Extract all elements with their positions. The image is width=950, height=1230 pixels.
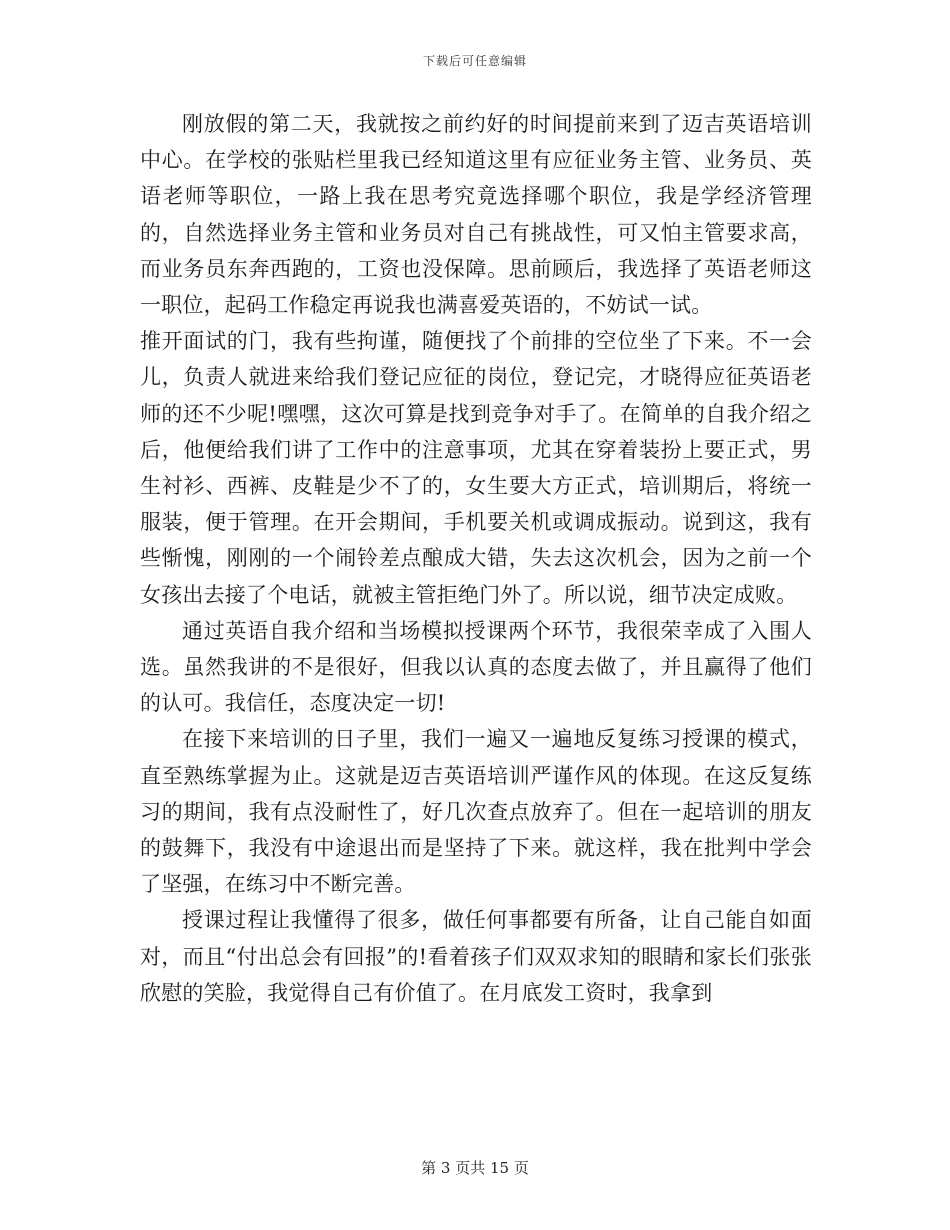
page-header-note: 下载后可任意编辑 — [422, 54, 527, 68]
paragraph-4: 在接下来培训的日子里，我们一遍又一遍地反复练习授课的模式，直至熟练掌握为止。这就是迈吉英语培训严谨作风的体现。在这反复练习的期间，我有点没耐性了，好几次查点放弃了。但在一起培训的朋友的鼓舞下，我没有中途退出而是坚持了下来。就这样，我在批判中学会了坚强，在练习中不断完善。 — [140, 727, 812, 897]
document-body — [140, 106, 812, 1011]
paragraph-5: 授课过程让我懂得了很多，做任何事都要有所备，让自己能自如面对，而且“付出总会有回报”的!看着孩子们双双求知的眼睛和家长们张张欣慰的笑脸，我觉得自己有价值了。在月底发工资时，我拿到 — [140, 908, 812, 1005]
paragraph-1: 刚放假的第二天，我就按之前约好的时间提前来到了迈吉英语培训中心。在学校的张贴栏里我已经知道这里有应征业务主管、业务员、英语老师等职位，一路上我在思考究竟选择哪个职位，我是学经济管理的，自然选择业务主管和业务员对自己有挑战性，可又怕主管要求高，而业务员东奔西跑的，工资也没保障。思前顾后，我选择了英语老师这一职位，起码工作稳定再说我也满喜爱英语的，不妨试一试。 — [140, 112, 812, 318]
paragraph-3: 通过英语自我介绍和当场模拟授课两个环节，我很荣幸成了入围人选。虽然我讲的不是很好，但我以认真的态度去做了，并且赢得了他们的认可。我信任，态度决定一切! — [140, 618, 812, 716]
page-number: 第 3 页共 15 页 — [421, 1159, 529, 1177]
paragraph-2: 推开面试的门，我有些拘谨，随便找了个前排的空位坐了下来。不一会儿，负责人就进来给我们登记应征的岗位，登记完，才晓得应征英语老师的还不少呢!嘿嘿，这次可算是找到竞争对手了。在简单的自我介绍之后，他便给我们讲了工作中的注意事项，尤其在穿着装扮上要正式，男生衬衫、西裤、皮鞋是少不了的，女生要大方正式，培训期后，将统一服装，便于管理。在开会期间，手机要关机或调成振动。说到这，我有些惭愧，刚刚的一个闹铃差点酿成大错，失去这次机会，因为之前一个女孩出去接了个电话，就被主管拒绝门外了。所以说，细节决定成败。 — [140, 329, 812, 607]
